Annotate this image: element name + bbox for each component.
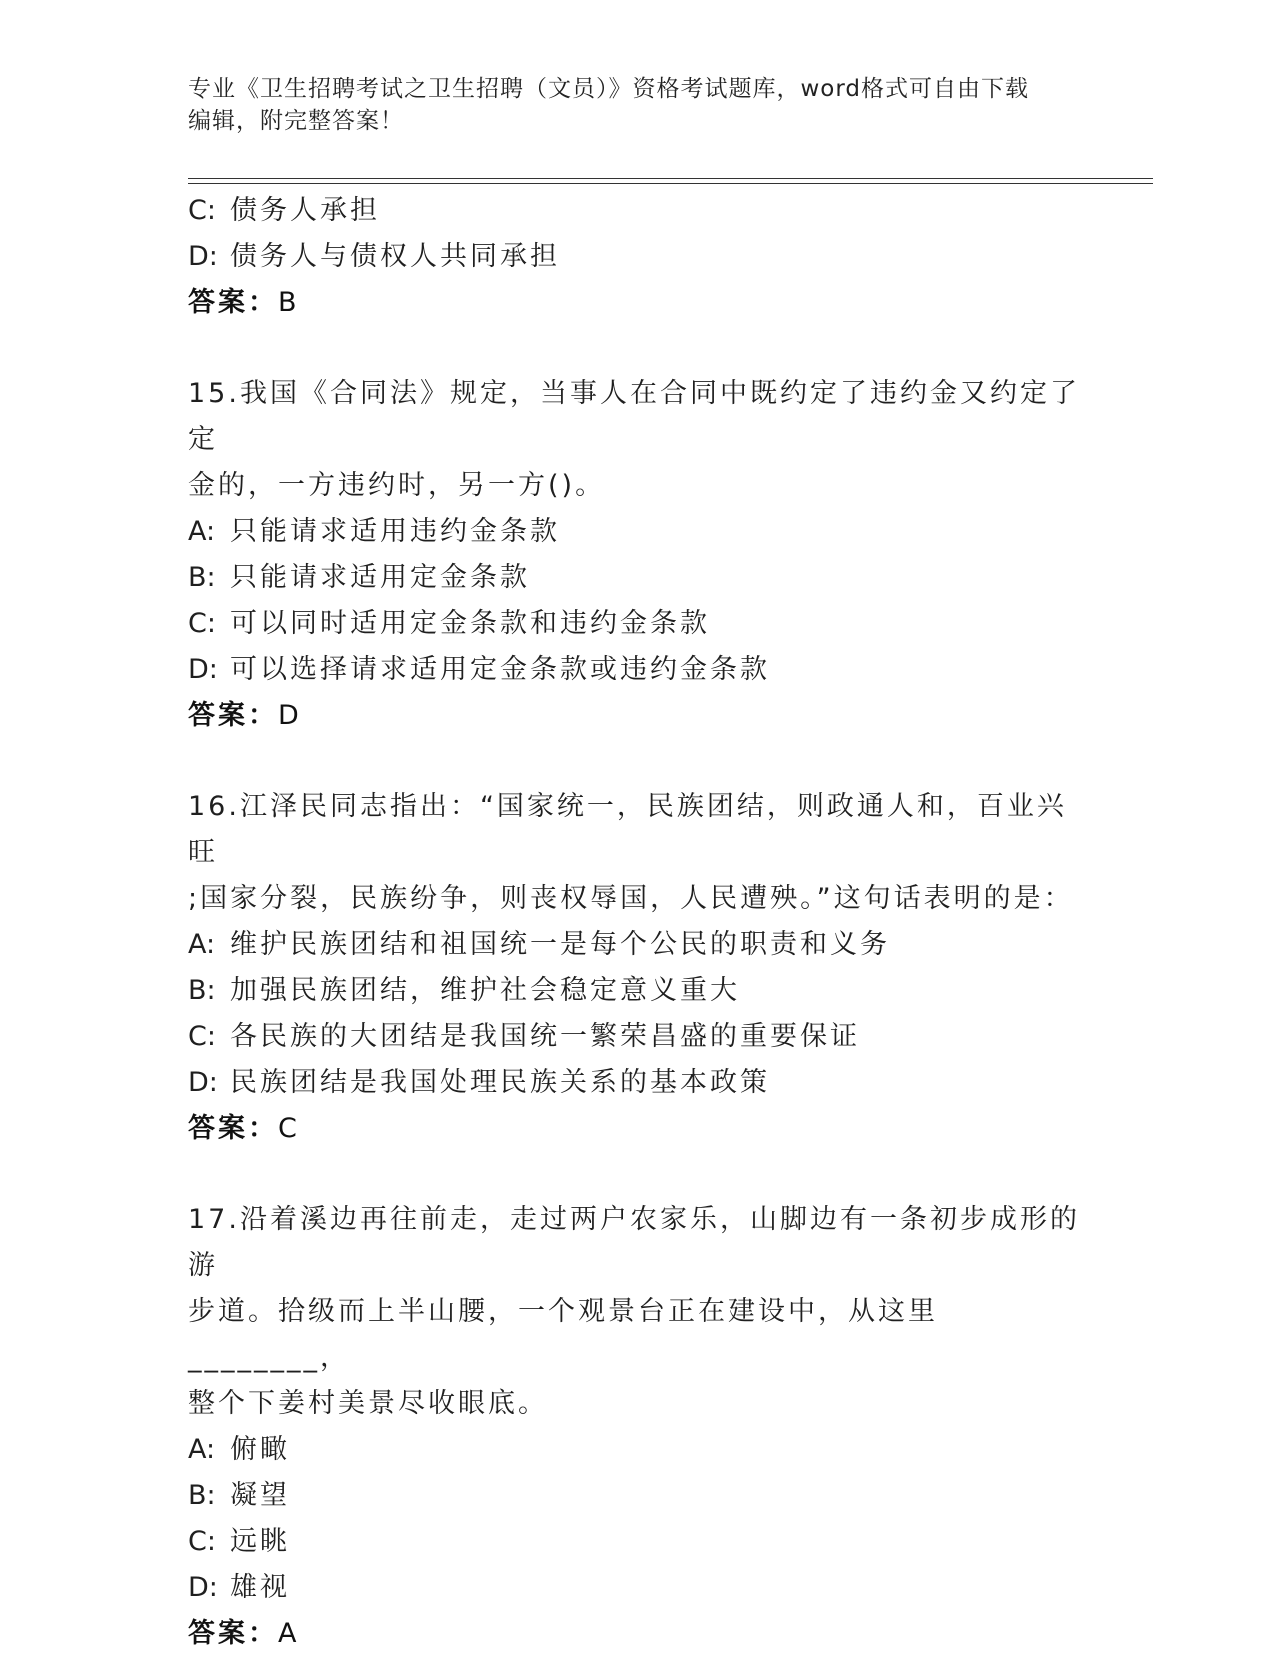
- option-c: C: 可以同时适用定金条款和违约金条款: [188, 608, 710, 639]
- option-d: D: 雄视: [188, 1572, 290, 1603]
- answer-value: A: [278, 1618, 299, 1649]
- option-a: A: 只能请求适用违约金条款: [188, 516, 560, 547]
- question-17: [188, 1197, 1088, 1657]
- question-15: [188, 371, 1088, 739]
- option-b: B: 加强民族团结，维护社会稳定意义重大: [188, 975, 740, 1006]
- answer-value: C: [278, 1113, 299, 1144]
- option-c: C: 远眺: [188, 1526, 290, 1557]
- question-stem-line: 金的，一方违约时，另一方()。: [188, 470, 606, 501]
- question-stem-line: 整个下姜村美景尽收眼底。: [188, 1388, 548, 1419]
- option-c: C: 各民族的大团结是我国统一繁荣昌盛的重要保证: [188, 1021, 860, 1052]
- answer-value: B: [278, 287, 299, 318]
- answer-value: D: [278, 700, 301, 731]
- question-stem-line: 17.沿着溪边再往前走，走过两户农家乐，山脚边有一条初步成形的游: [188, 1204, 1080, 1281]
- option-d: D: 债务人与债权人共同承担: [188, 241, 560, 272]
- header-rule-top: [188, 178, 1153, 179]
- option-a: A: 俯瞰: [188, 1434, 290, 1465]
- option-d: D: 民族团结是我国处理民族关系的基本政策: [188, 1067, 770, 1098]
- spacer: [188, 1152, 1088, 1197]
- question-stem-line: 15.我国《合同法》规定，当事人在合同中既约定了违约金又约定了定: [188, 378, 1080, 455]
- question-stem-line: ;国家分裂，民族纷争，则丧权辱国，人民遭殃。”这句话表明的是：: [188, 883, 1074, 914]
- answer-line: 答案：D: [188, 700, 301, 731]
- option-b: B: 凝望: [188, 1480, 290, 1511]
- question-list: [188, 188, 1088, 1657]
- carryover-block: [188, 188, 1088, 326]
- answer-line: 答案：C: [188, 1113, 299, 1144]
- option-b: B: 只能请求适用定金条款: [188, 562, 530, 593]
- header-note-line-2: 编辑，附完整答案！: [188, 108, 404, 134]
- option-a: A: 维护民族团结和祖国统一是每个公民的职责和义务: [188, 929, 890, 960]
- answer-line: 答案：B: [188, 287, 299, 318]
- header-rule-bottom: [188, 183, 1153, 184]
- question-stem-line: 步道。拾级而上半山腰，一个观景台正在建设中，从这里________，: [188, 1296, 938, 1373]
- option-d: D: 可以选择请求适用定金条款或违约金条款: [188, 654, 770, 685]
- header-note-line-1: 专业《卫生招聘考试之卫生招聘（文员）》资格考试题库，word格式可自由下载: [188, 76, 1030, 102]
- answer-line: 答案：A: [188, 1618, 299, 1649]
- question-16: [188, 784, 1088, 1152]
- option-c: C: 债务人承担: [188, 195, 380, 226]
- spacer: [188, 739, 1088, 784]
- spacer: [188, 326, 1088, 371]
- question-stem-line: 16.江泽民同志指出：“国家统一，民族团结，则政通人和，百业兴旺: [188, 791, 1067, 868]
- header-note: [188, 73, 1068, 137]
